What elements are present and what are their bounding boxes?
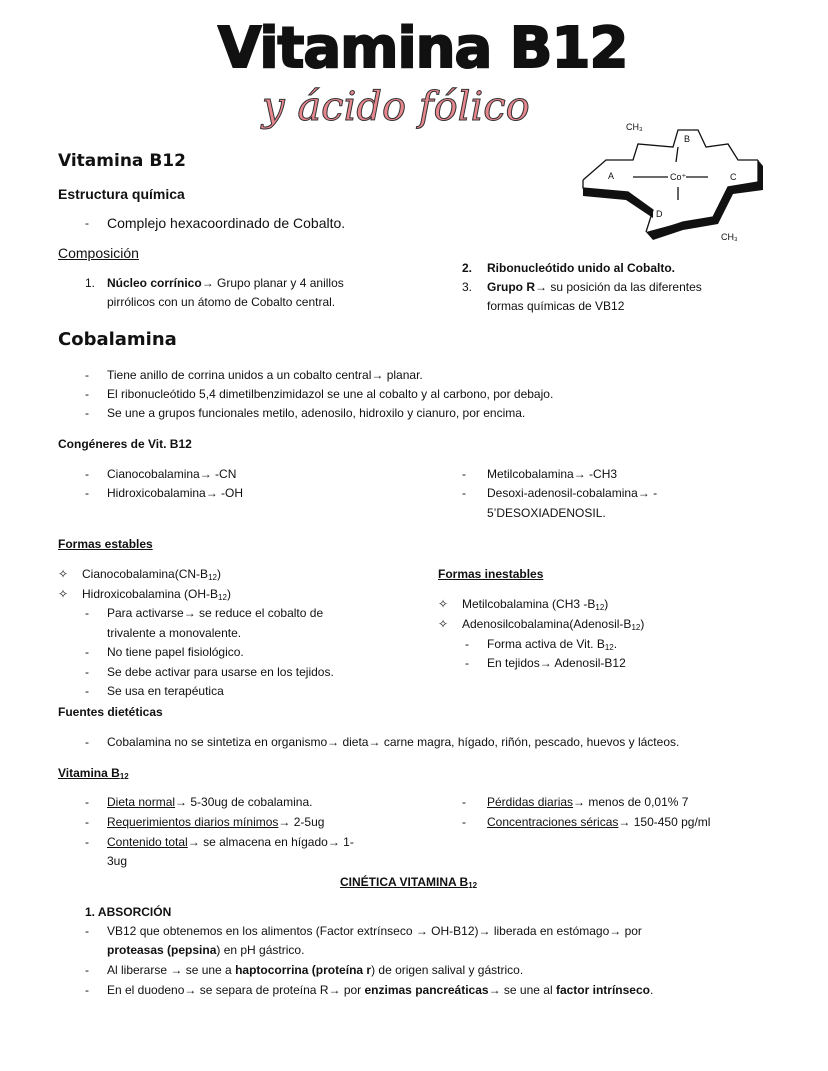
inestable-item	[462, 595, 608, 613]
subscript: 12	[604, 643, 614, 652]
text: Pérdidas diarias	[487, 795, 574, 809]
text: .	[613, 637, 618, 651]
estable-subitem: Para activarse→ se reduce el cobalto de	[107, 606, 324, 620]
text: → 5-30ug de cobalamina.	[175, 795, 313, 809]
vitb12-item	[487, 813, 710, 831]
dash: -	[85, 795, 89, 809]
document-subtitle: y ácido fólico	[262, 84, 530, 130]
dash: -	[85, 684, 89, 698]
ch3-bottom-label: CH₃	[721, 232, 738, 242]
vitb12-item	[107, 833, 354, 851]
text: Vitamina B	[58, 766, 120, 780]
heading-formas-inestables: Formas inestables	[438, 567, 544, 581]
composicion-item-1	[107, 274, 344, 292]
text: Al liberarse → se une a	[107, 963, 236, 977]
dash: -	[85, 606, 89, 620]
heading-congeneres: Congéneres de Vit. B12	[58, 437, 192, 451]
inestable-subitem	[487, 635, 617, 653]
text: factor intrínseco	[555, 983, 650, 997]
text: proteasas (pepsina	[107, 943, 217, 957]
text: )	[216, 567, 221, 581]
diamond-bullet-icon: ✧	[58, 587, 69, 601]
ring-a-label: A	[608, 171, 615, 181]
congener-item-continued: 5’DESOXIADENOSIL.	[487, 506, 606, 520]
subscript: 12	[208, 573, 217, 582]
item-bold: Núcleo corrínico	[107, 276, 202, 290]
dash: -	[85, 486, 89, 500]
absorcion-item: VB12 que obtenemos en los alimentos (Factor extrínseco → OH-B12)→ liberada en estómago→ por	[107, 924, 642, 938]
dash: -	[85, 368, 89, 382]
heading-cinetica	[340, 873, 477, 891]
dash: -	[462, 795, 466, 809]
document-title: Vitamina B12	[218, 16, 628, 81]
item-bold: Grupo R	[487, 280, 535, 294]
dash: -	[85, 735, 89, 749]
vitb12-item	[487, 793, 688, 811]
estable-subitem: No tiene papel fisiológico.	[107, 645, 244, 659]
composicion-item-3	[487, 278, 702, 296]
text: .	[649, 983, 654, 997]
ring-d-label: D	[656, 209, 663, 219]
heading-formas-estables: Formas estables	[58, 537, 153, 551]
text: → se une al	[488, 983, 556, 997]
cobalamina-bullet: El ribonucleótido 5,4 dimetilbenzimidazol se une al cobalto y al carbono, por debajo.	[107, 387, 554, 401]
list-number: 1.	[85, 276, 96, 290]
text: )	[640, 617, 645, 631]
vitb12-item-continued: 3ug	[107, 854, 128, 868]
dash: -	[85, 815, 89, 829]
text: ) en pH gástrico.	[216, 943, 305, 957]
text: → 2-5ug	[278, 815, 325, 829]
subscript: 12	[631, 623, 641, 632]
composicion-item-2: Ribonucleótido unido al Cobalto.	[487, 261, 675, 275]
ch3-top-label: CH₃	[626, 122, 643, 132]
congener-item: Cianocobalamina→ -CN	[107, 467, 237, 481]
text: enzimas pancreáticas	[364, 983, 489, 997]
heading-absorcion: 1. ABSORCIÓN	[85, 905, 172, 919]
list-number: 2.	[462, 261, 473, 275]
subscript: 12	[218, 593, 227, 602]
text: Requerimientos diarios mínimos	[107, 815, 279, 829]
text: → se almacena en hígado→ 1-	[187, 835, 354, 849]
cobalamina-bullet: Se une a grupos funcionales metilo, adenosilo, hidroxilo y cianuro, por encima.	[107, 406, 526, 420]
text: Hidroxicobalamina (OH-B	[82, 587, 219, 601]
congener-item: Metilcobalamina→ -CH3	[487, 467, 618, 481]
dash: -	[85, 467, 89, 481]
text: Concentraciones séricas	[487, 815, 619, 829]
dash: -	[85, 665, 89, 679]
absorcion-item-continued	[107, 941, 304, 959]
corrin-structure-diagram	[578, 122, 768, 247]
vitb12-item	[107, 813, 324, 831]
estable-item	[82, 565, 221, 583]
dash: -	[462, 486, 466, 500]
dash: -	[85, 645, 89, 659]
subscript: 12	[119, 772, 129, 781]
estable-subitem: Se debe activar para usarse en los tejidos.	[107, 665, 334, 679]
text: → menos de 0,01% 7	[573, 795, 689, 809]
dash: -	[85, 406, 89, 420]
dash: -	[85, 835, 89, 849]
text: Metilcobalamina (CH3 -B	[462, 597, 596, 611]
dash: -	[462, 467, 466, 481]
item-text-continued: formas químicas de VB12	[487, 299, 625, 313]
heading-estructura: Estructura química	[58, 186, 185, 202]
fuentes-item: Cobalamina no se sintetiza en organismo→ dieta→ carne magra, hígado, riñón, pescado, huevos y lácteos.	[107, 735, 680, 749]
dash: -	[85, 963, 89, 977]
text: CINÉTICA VITAMINA B	[340, 875, 469, 889]
text: haptocorrina (proteína r	[235, 963, 372, 977]
cobalamina-bullet: Tiene anillo de corrina unidos a un cobalto central→ planar.	[107, 368, 423, 382]
heading-vitamina-b12: Vitamina B12	[58, 151, 186, 171]
text: ) de origen salival y gástrico.	[371, 963, 524, 977]
estable-subitem: Se usa en terapéutica	[107, 684, 224, 698]
diamond-bullet-icon: ✧	[438, 617, 449, 631]
item-text-continued: pirrólicos con un átomo de Cobalto central.	[107, 295, 336, 309]
absorcion-item	[107, 961, 523, 979]
subscript: 12	[468, 881, 478, 890]
item-text: → Grupo planar y 4 anillos	[201, 276, 344, 290]
congener-item: Hidroxicobalamina→ -OH	[107, 486, 244, 500]
dash: -	[85, 216, 89, 230]
vitb12-item	[107, 793, 312, 811]
diamond-bullet-icon: ✧	[58, 567, 69, 581]
cobalt-label: Co⁺	[670, 172, 687, 182]
inestable-item	[462, 615, 644, 633]
ring-c-label: C	[730, 172, 737, 182]
list-number: 3.	[462, 280, 473, 294]
estable-subitem-continued: trivalente a monovalente.	[107, 626, 242, 640]
text: Adenosilcobalamina(Adenosil-B	[462, 617, 632, 631]
heading-cobalamina: Cobalamina	[58, 329, 177, 350]
text: Dieta normal	[107, 795, 176, 809]
text: Contenido total	[107, 835, 188, 849]
text: )	[226, 587, 231, 601]
text: Forma activa de Vit. B	[487, 637, 605, 651]
dash: -	[462, 815, 466, 829]
inestable-subitem: En tejidos→ Adenosil-B12	[487, 656, 626, 670]
dash: -	[85, 924, 89, 938]
estable-item	[82, 585, 231, 603]
estructura-item: Complejo hexacoordinado de Cobalto.	[107, 215, 346, 231]
congener-item: Desoxi-adenosil-cobalamina→ -	[487, 486, 658, 500]
ring-b-label: B	[684, 134, 691, 144]
diamond-bullet-icon: ✧	[438, 597, 449, 611]
dash: -	[85, 983, 89, 997]
text: Cianocobalamina(CN-B	[82, 567, 209, 581]
dash: -	[85, 387, 89, 401]
absorcion-item	[107, 981, 653, 999]
dash: -	[465, 637, 469, 651]
subscript: 12	[595, 603, 605, 612]
heading-vitamina-b12-data	[58, 764, 129, 782]
dash: -	[465, 656, 469, 670]
heading-fuentes: Fuentes dietéticas	[58, 705, 163, 719]
text: → 150-450 pg/ml	[618, 815, 711, 829]
text: )	[604, 597, 609, 611]
item-text: → su posición da las diferentes	[535, 280, 702, 294]
text: En el duodeno→ se separa de proteína R→ por	[107, 983, 365, 997]
heading-composicion: Composición	[58, 245, 139, 261]
